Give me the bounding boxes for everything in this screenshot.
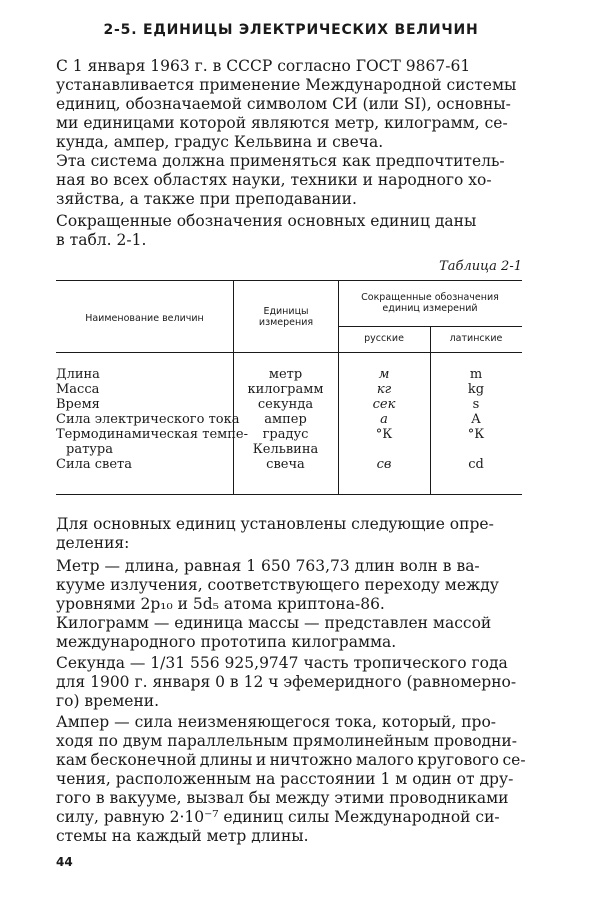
row-russian-abbr: св [376, 457, 392, 472]
definition-kilogram [56, 614, 526, 652]
row-russian-abbr: °К [375, 427, 393, 442]
intro-paragraph-1 [56, 57, 526, 152]
text-line: кууме излучения, соответствующего переходу между [56, 576, 499, 594]
text-line: деления: [56, 534, 130, 552]
text-line: Сокращенные обозначения основных единиц даны [56, 212, 477, 230]
header-abbreviations: Сокращенные обозначения единиц измерений [361, 292, 499, 314]
row-latin-abbr: °К [467, 427, 485, 442]
text-line: уровнями 2p₁₀ и 5d₅ атома криптона-86. [56, 595, 385, 613]
text-line: ми единицами которой являются метр, килограмм, се- [56, 114, 508, 132]
header-unit: Единицы измерения [258, 306, 314, 328]
header-russian: русские [364, 333, 404, 344]
row-latin-abbr: kg [467, 382, 485, 397]
page-number: 44 [56, 855, 73, 869]
row-unit: килограмм [247, 382, 324, 397]
text-line: Секунда — 1/31 556 925,9747 часть тропического года [56, 654, 508, 672]
text-line: Метр — длина, равная 1 650 763,73 длин волн в ва- [56, 557, 480, 575]
intro-paragraph-2 [56, 152, 526, 209]
row-latin-abbr: s [472, 397, 480, 412]
row-unit: градус [262, 427, 309, 442]
text-line: стемы на каждый метр длины. [56, 827, 309, 845]
row-unit: секунда [257, 397, 314, 412]
row-name: Термодинамическая темпе- [56, 427, 249, 442]
row-russian-abbr: кг [376, 382, 392, 397]
table-rule-header-bottom [56, 352, 522, 353]
text-line: для 1900 г. января 0 в 12 ч эфемеридного (равномерно- [56, 673, 517, 691]
intro-paragraph-3 [56, 212, 526, 250]
definitions-lead [56, 515, 526, 553]
text-line: зяйства, а также при преподавании. [56, 190, 357, 208]
row-name: Длина [56, 367, 100, 382]
row-name: Масса [56, 382, 100, 397]
row-russian-abbr: м [378, 367, 390, 382]
row-name: Время [56, 397, 100, 412]
text-line: Для основных единиц установлены следующие опре- [56, 515, 494, 533]
row-latin-abbr: m [469, 367, 483, 382]
table-rule-bottom [56, 494, 522, 495]
text-line: го) времени. [56, 692, 160, 710]
text-line: устанавливается применение Международной системы [56, 76, 517, 94]
row-name: Сила электрического тока [56, 412, 240, 427]
header-name: Наименование величин [85, 313, 204, 324]
text-line: чения, расположенным на расстоянии 1 м один от дру- [56, 770, 514, 788]
table-caption: Таблица 2-1 [439, 259, 522, 274]
text-line: единиц, обозначаемой символом СИ (или SI), основны- [56, 95, 511, 113]
definition-metre [56, 557, 526, 614]
text-line: силу, равную 2·10⁻⁷ единиц силы Международной си- [56, 808, 500, 826]
definition-second [56, 654, 526, 711]
row-unit: метр [268, 367, 303, 382]
text-line: С 1 января 1963 г. в СССР согласно ГОСТ 9867-61 [56, 57, 471, 75]
text-line: международного прототипа килограмма. [56, 633, 397, 651]
definition-ampere [56, 713, 526, 846]
row-name: Сила света [56, 457, 132, 472]
row-russian-abbr: сек [372, 397, 396, 412]
text-line: кам бесконечной длины и ничтожно малого кругового се- [56, 751, 526, 769]
section-heading: 2-5. ЕДИНИЦЫ ЭЛЕКТРИЧЕСКИХ ВЕЛИЧИН [103, 22, 479, 38]
row-name-continued: ратура [66, 442, 113, 457]
text-line: Эта система должна применяться как предпочтитель- [56, 152, 505, 170]
text-line: в табл. 2-1. [56, 231, 147, 249]
text-line: ходя по двум параллельным прямолинейным проводни- [56, 732, 517, 750]
text-line: Килограмм — единица массы — представлен массой [56, 614, 492, 632]
text-line: гого в вакууме, вызвал бы между этими проводниками [56, 789, 509, 807]
row-russian-abbr: а [380, 412, 388, 427]
units-table [56, 280, 522, 495]
row-unit: свеча [266, 457, 305, 472]
row-latin-abbr: A [471, 412, 481, 427]
table-rule-top [56, 280, 522, 281]
row-latin-abbr: cd [468, 457, 484, 472]
header-latin: латинские [449, 333, 503, 344]
text-line: Ампер — сила неизменяющегося тока, который, про- [56, 713, 497, 731]
text-line: ная во всех областях науки, техники и народного хо- [56, 171, 492, 189]
row-unit-continued: Кельвина [252, 442, 319, 457]
row-unit: ампер [264, 412, 307, 427]
text-line: кунда, ампер, градус Кельвина и свеча. [56, 133, 384, 151]
